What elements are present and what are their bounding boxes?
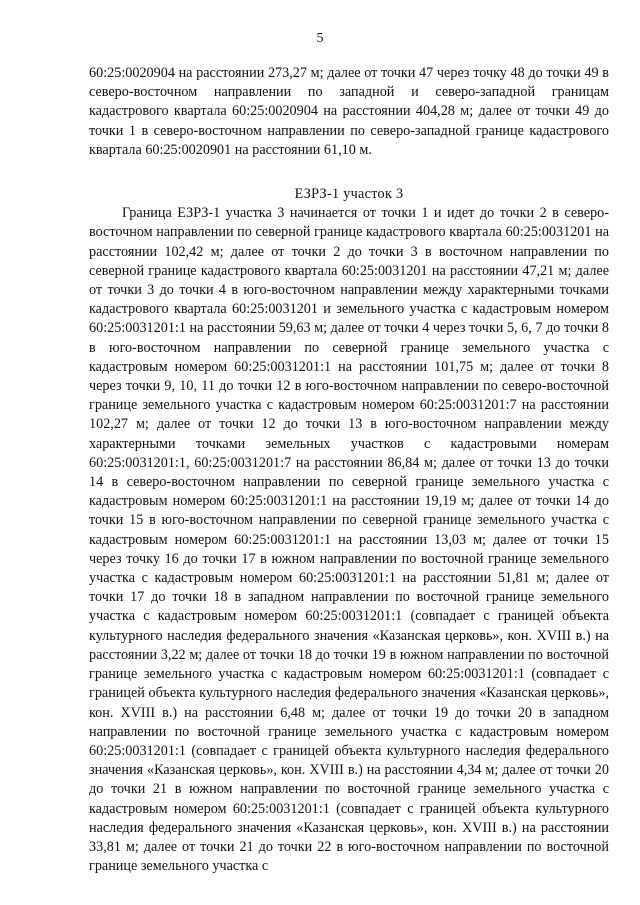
intro-paragraph: 60:25:0020904 на расстоянии 273,27 м; далее от точки 47 через точку 48 до точки 49 в северо-восточном направлении по западной и северо-западной границам кадастрового квартала 60:25:0020904 на расстоянии 404,28 м; далее от точки 49 до точки 1 в северо-восточном направлении по северо-западной границе кадастрового квартала 60:25:0020901 на расстоянии 61,10 м. [89,65,609,158]
page-number: 5 [316,31,324,46]
section-paragraph: Граница ЕЗРЗ-1 участка 3 начинается от точки 1 и идет до точки 2 в северо-восточном направлении по северной границе кадастрового квартала 60:25:0031201 на расстоянии 102,42 м; далее от точки 2 до точки 3 в восточном направлении по северной границе кадастрового квартала 60:25:0031201 на расстоянии 47,21 м; далее от точки 3 до точки 4 в юго-восточном направлении между характерными точками кадастрового квартала 60:25:0031201 и земельного участка с кадастровым номером 60:25:0031201:1 на расстоянии 59,63 м; далее от точки 4 через точки 5, 6, 7 до точки 8 в юго-восточном направлении по северной границе земельного участка с кадастровым номером 60:25:0031201:1 на расстоянии 101,75 м; далее от точки 8 через точки 9, 10, 11 до точки 12 в юго-восточном направлении по северо-восточной границе земельного участка с кадастровым номером 60:25:0031201:7 на расстоянии 102,27 м; далее от точки 12 до точки 13 в юго-восточном направлении между характерными точками земельных участков с кадастровыми номерам 60:25:0031201:1, 60:25:0031201:7 на расстоянии 86,84 м; далее от точки 13 до точки 14 в северо-восточном направлении по северной границе земельного участка с кадастровым номером 60:25:0031201:1 на расстоянии 19,19 м; далее от точки 14 до точки 15 в юго-восточном направлении по северной границе земельного участка с кадастровым номером 60:25:0031201:1 на расстоянии 13,03 м; далее от точки 15 через точку 16 до точки 17 в южном направлении по восточной границе земельного участка с кадастровым номером 60:25:0031201:1 на расстоянии 51,81 м; далее от точки 17 до точки 18 в западном направлении по восточной границе земельного участка с кадастровым номером 60:25:0031201:1 (совпадает с границей объекта культурного наследия федерального значения «Казанская церковь», кон. XVIII в.) на расстоянии 3,22 м; далее от точки 18 до точки 19 в южном направлении по восточной границе земельного участка с кадастровым номером 60:25:0031201:1 (совпадает с границей объекта культурного наследия федерального значения «Казанская церковь», кон. XVIII в.) на расстоянии 6,48 м; далее от точки 19 до точки 20 в западном направлении по восточной границе земельного участка с кадастровым номером 60:25:0031201:1 (совпадает с границей объекта культурного наследия федерального значения «Казанская церковь», кон. XVIII в.) на расстоянии 4,34 м; далее от точки 20 до точки 21 в южном направлении по восточной границе земельного участка с кадастровым номером 60:25:0031201:1 (совпадает с границей объекта культурного наследия федерального значения «Казанская церковь», кон. XVIII в.) на расстоянии 33,81 м; далее от точки 21 до точки 22 в юго-восточном направлении по восточной границе земельного участка с [89,205,609,875]
document-body [89,64,609,876]
section-title: ЕЗРЗ-1 участок 3 [294,186,404,203]
